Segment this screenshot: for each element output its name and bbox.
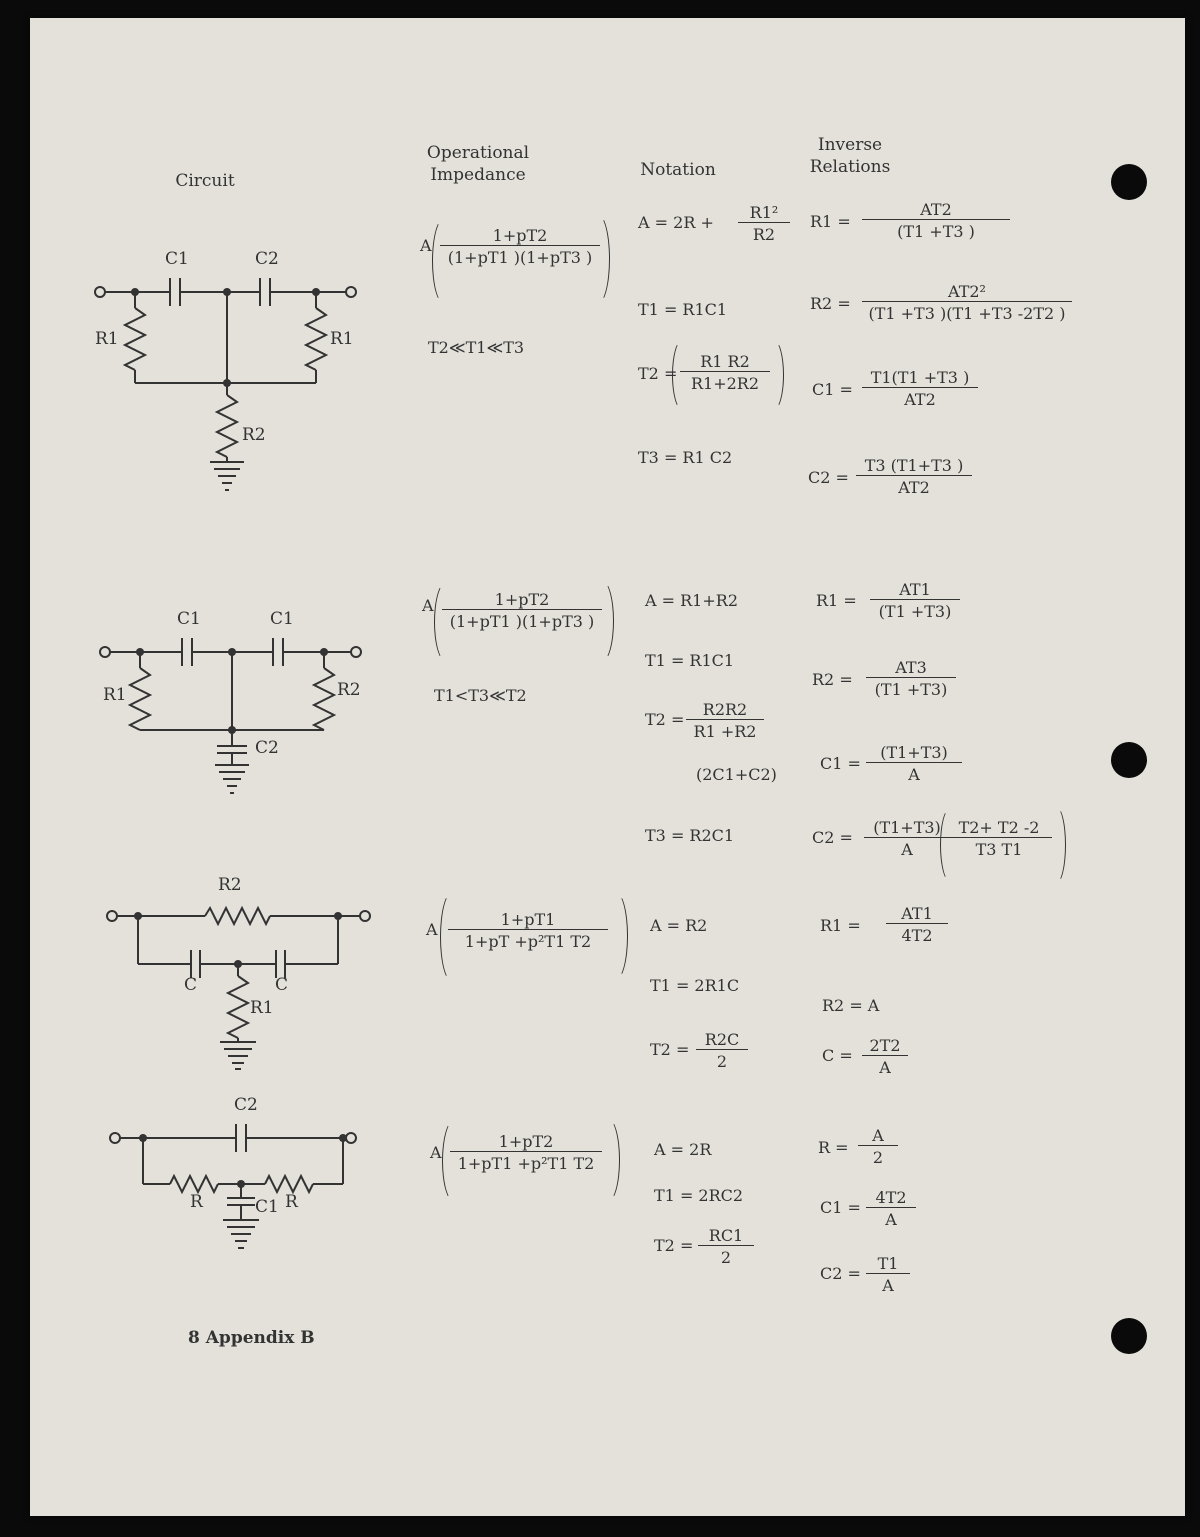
inverse-3-C-lhs: C = [822, 1046, 853, 1065]
inverse-2-C2-fraction [864, 818, 950, 859]
label-c1-right: C1 [270, 609, 294, 629]
binder-hole [1111, 1318, 1147, 1354]
notation-4-T2-lhs: T2 = [654, 1236, 694, 1255]
label-r-right: R [285, 1192, 298, 1212]
notation-1-A-fraction [738, 203, 790, 244]
denominator: T3 T1 [946, 837, 1052, 859]
inverse-1-R1-fraction [862, 200, 1010, 241]
label-r-left: R [190, 1192, 203, 1212]
inverse-2-C2-paren-fraction [946, 818, 1052, 859]
label-c-left: C [184, 975, 198, 995]
numerator: R1 R2 [700, 352, 750, 371]
denominator: A [866, 1273, 910, 1295]
paren-right [590, 580, 614, 662]
denominator: 2 [698, 1245, 754, 1267]
paren-right [764, 340, 784, 410]
inverse-2-R2-fraction [866, 658, 956, 699]
inverse-1-R2-fraction [862, 282, 1072, 323]
inverse-1-C2-lhs: C2 = [808, 468, 849, 487]
label-c1: C1 [165, 249, 189, 269]
label-c1: C1 [255, 1197, 279, 1217]
notation-4-T1: T1 = 2RC2 [654, 1186, 744, 1205]
notation-1-A-lhs: A = 2R + [638, 213, 714, 232]
paren-right [1046, 806, 1066, 884]
inverse-1-C1-fraction [862, 368, 978, 409]
denominator: AT2 [862, 387, 978, 409]
label-c2: C2 [255, 738, 279, 758]
numerator: AT1 [901, 904, 933, 923]
notation-2-T3: T3 = R2C1 [645, 826, 735, 845]
impedance-4-denominator: 1+pT1 +p²T1 T2 [450, 1151, 602, 1173]
impedance-4-numerator: 1+pT2 [498, 1132, 554, 1151]
binder-hole [1111, 742, 1147, 778]
notation-3-T2-lhs: T2 = [650, 1040, 690, 1059]
inverse-4-C2-fraction [866, 1254, 910, 1295]
impedance-4-coefficient: A [430, 1143, 442, 1162]
inverse-4-C1-lhs: C1 = [820, 1198, 861, 1217]
notation-1-T3: T3 = R1 C2 [638, 448, 733, 467]
impedance-2-numerator: 1+pT2 [494, 590, 550, 609]
header-inverse-line2: Relations [809, 157, 891, 177]
inverse-2-C1-lhs: C1 = [820, 754, 861, 773]
inverse-2-C1-fraction [866, 743, 962, 784]
impedance-1-numerator: 1+pT2 [492, 226, 548, 245]
numerator: R2R2 [702, 700, 748, 719]
label-c2: C2 [234, 1095, 258, 1115]
notation-4-T2-fraction [698, 1226, 754, 1267]
label-r1: R1 [103, 685, 127, 705]
denominator: (T1 +T3) [870, 599, 960, 621]
denominator: 2 [858, 1145, 898, 1167]
numerator: A [872, 1126, 884, 1145]
label-r1: R1 [250, 998, 274, 1018]
numerator: R2C [704, 1030, 740, 1049]
inverse-2-R1-fraction [870, 580, 960, 621]
denominator: A [862, 1055, 908, 1077]
impedance-3-denominator: 1+pT +p²T1 T2 [448, 929, 608, 951]
header-inverse [795, 134, 905, 178]
numerator: AT2 [920, 200, 952, 219]
numerator: T3 (T1+T3 ) [864, 456, 964, 475]
notation-3-T1: T1 = 2R1C [650, 976, 740, 995]
header-notation: Notation [640, 160, 716, 180]
paren-right [586, 214, 610, 304]
inverse-3-R1-fraction [886, 904, 948, 945]
notation-2-T2-tail: (2C1+C2) [696, 765, 777, 784]
inverse-1-C1-lhs: C1 = [812, 380, 853, 399]
numerator: RC1 [708, 1226, 744, 1245]
impedance-2-denominator: (1+pT1 )(1+pT3 ) [442, 609, 602, 631]
inverse-1-R1-lhs: R1 = [810, 212, 851, 231]
notation-3-A: A = R2 [650, 916, 708, 935]
binder-hole [1111, 164, 1147, 200]
inverse-4-C2-lhs: C2 = [820, 1264, 861, 1283]
numerator: (T1+T3) [880, 743, 948, 762]
numerator: T1 [877, 1254, 899, 1273]
inverse-4-R-fraction [858, 1126, 898, 1167]
impedance-1-denominator: (1+pT1 )(1+pT3 ) [440, 245, 600, 267]
denominator: A [864, 837, 950, 859]
denominator: AT2 [856, 475, 972, 497]
circuit-2-schematic [95, 600, 375, 810]
numerator: AT1 [899, 580, 931, 599]
label-r1-right: R1 [330, 329, 354, 349]
denominator: (T1 +T3) [866, 677, 956, 699]
notation-2-T2-fraction [686, 700, 764, 741]
denominator: A [866, 1207, 916, 1229]
circuit-1-schematic [90, 240, 370, 510]
denominator: (T1 +T3 )(T1 +T3 -2T2 ) [862, 301, 1072, 323]
impedance-3-coefficient: A [426, 920, 438, 939]
notation-2-A: A = R1+R2 [645, 591, 738, 610]
circuit-3-schematic [100, 870, 390, 1080]
inverse-3-C-fraction [862, 1036, 908, 1077]
inverse-1-C2-fraction [856, 456, 972, 497]
page-footer: 8 Appendix B [188, 1328, 315, 1348]
label-r2: R2 [242, 425, 266, 445]
numerator: T1(T1 +T3 ) [870, 368, 970, 387]
numerator: T2+ T2 -2 [958, 818, 1040, 837]
circuit-4-schematic [100, 1090, 390, 1270]
numerator: 2T2 [869, 1036, 901, 1055]
paren-right [604, 892, 628, 980]
impedance-2-fraction [442, 590, 602, 631]
label-c2: C2 [255, 249, 279, 269]
inverse-4-R-lhs: R = [818, 1138, 849, 1157]
numerator: R1² [749, 203, 779, 222]
header-impedance [408, 142, 548, 186]
impedance-2-coefficient: A [422, 596, 434, 615]
notation-1-T2-lhs: T2 = [638, 364, 678, 383]
denominator: R1 +R2 [686, 719, 764, 741]
numerator: 4T2 [875, 1188, 907, 1207]
header-impedance-line2: Impedance [430, 165, 526, 185]
label-r1-left: R1 [95, 329, 119, 349]
inverse-2-C2-lhs: C2 = [812, 828, 853, 847]
denominator: 2 [696, 1049, 748, 1071]
denominator: 4T2 [886, 923, 948, 945]
numerator: AT3 [895, 658, 927, 677]
impedance-3-fraction [448, 910, 608, 951]
header-inverse-line1: Inverse [817, 135, 883, 155]
inverse-1-R2-lhs: R2 = [810, 294, 851, 313]
label-c1-left: C1 [177, 609, 201, 629]
impedance-4-fraction [450, 1132, 602, 1173]
inverse-4-C1-fraction [866, 1188, 916, 1229]
notation-2-T1: T1 = R1C1 [645, 651, 735, 670]
impedance-1-condition: T2≪T1≪T3 [428, 338, 525, 357]
inverse-2-R1-lhs: R1 = [816, 591, 857, 610]
label-r2: R2 [337, 680, 361, 700]
paren-right [596, 1118, 620, 1202]
impedance-1-fraction [440, 226, 600, 267]
label-c-right: C [275, 975, 289, 995]
label-r2: R2 [218, 875, 242, 895]
denominator: (T1 +T3 ) [862, 219, 1010, 241]
numerator: (T1+T3) [873, 818, 941, 837]
notation-4-A: A = 2R [654, 1140, 712, 1159]
numerator: AT2² [948, 282, 986, 301]
notation-1-T2-fraction [680, 352, 770, 393]
notation-2-T2-lhs: T2 = [645, 710, 685, 729]
header-circuit: Circuit [175, 171, 235, 191]
inverse-3-R1-lhs: R1 = [820, 916, 861, 935]
notation-1-T1: T1 = R1C1 [638, 300, 728, 319]
inverse-3-R2: R2 = A [822, 996, 880, 1015]
denominator: R2 [738, 222, 790, 244]
denominator: A [866, 762, 962, 784]
inverse-2-R2-lhs: R2 = [812, 670, 853, 689]
notation-3-T2-fraction [696, 1030, 748, 1071]
impedance-1-coefficient: A [420, 236, 432, 255]
denominator: R1+2R2 [680, 371, 770, 393]
impedance-2-condition: T1<T3≪T2 [434, 686, 527, 705]
impedance-3-numerator: 1+pT1 [500, 910, 556, 929]
header-impedance-line1: Operational [426, 143, 530, 163]
